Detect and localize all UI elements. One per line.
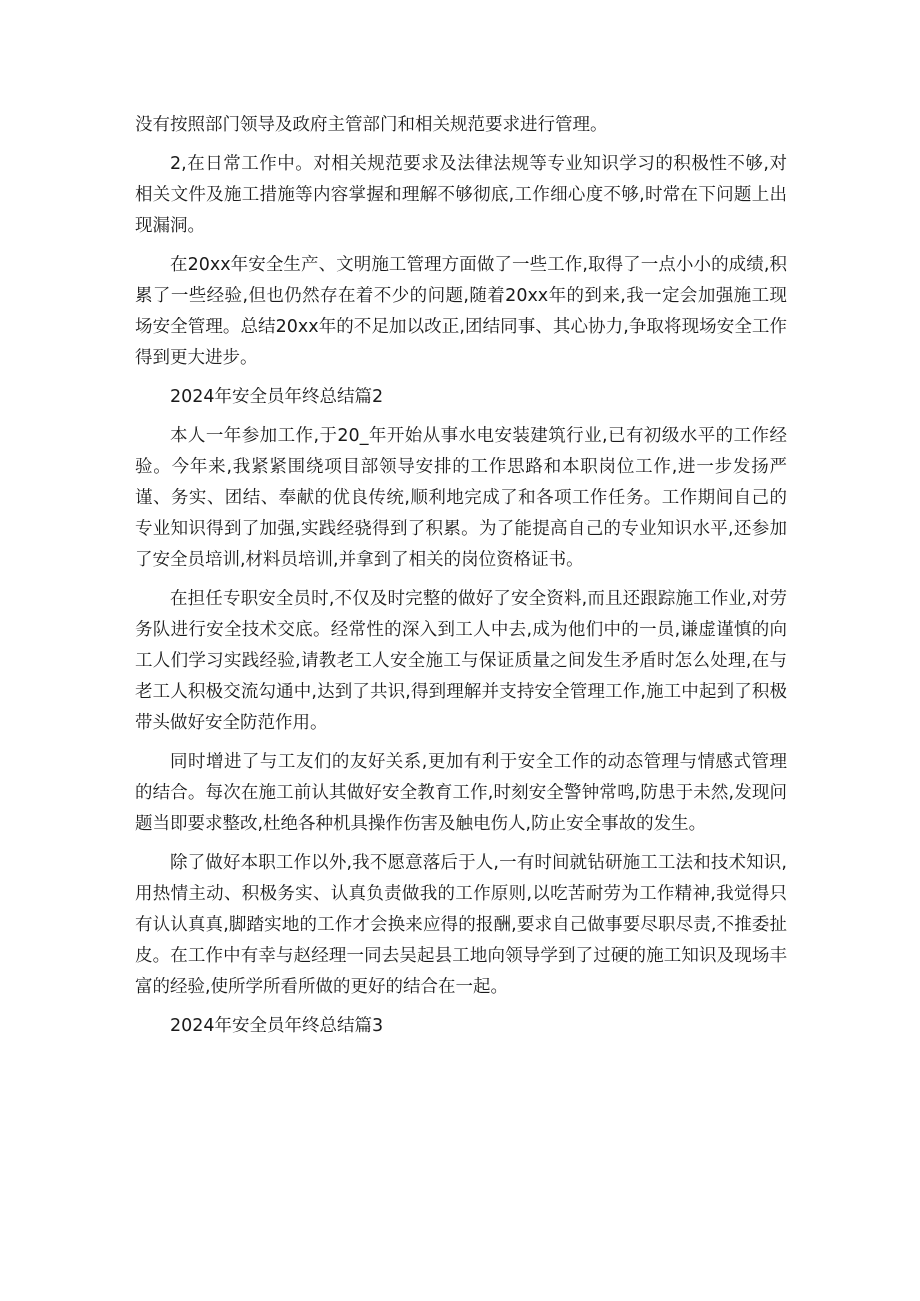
section-heading-2: 2024年安全员年终总结篇2 — [170, 387, 384, 407]
document-body — [135, 110, 787, 1050]
paragraph-1: 没有按照部门领导及政府主管部门和相关规范要求进行管理。 — [135, 115, 608, 135]
paragraph-7: 除了做好本职工作以外,我不愿意落后于人,一有时间就钻研施工工法和技术知识,用热情主动、积极务实、认真负责做我的工作原则,以吃苦耐劳为工作精神,我觉得只有认认真真,脚踏实地的工作才会换来应得的报酬,要求自己做事要尽职尽责,不推委扯皮。在工作中有幸与赵经理一同去吴起县工地向领导学到了过硬的施工知识及现场丰富的经验,使所学所看所做的更好的结合在一起。 — [135, 853, 787, 997]
paragraph-3: 在20xx年安全生产、文明施工管理方面做了一些工作,取得了一点小小的成绩,积累了一些经验,但也仍然存在着不少的问题,随着20xx年的到来,我一定会加强施工现场安全管理。总结20xx年的不足加以改正,团结同事、其心协力,争取将现场安全工作得到更大进步。 — [135, 255, 787, 368]
paragraph-4: 本人一年参加工作,于20_年开始从事水电安装建筑行业,已有初级水平的工作经验。今年来,我紧紧围绕项目部领导安排的工作思路和本职岗位工作,进一步发扬严谨、务实、团结、奉献的优良传统,顺利地完成了和各项工作任务。工作期间自己的专业知识得到了加强,实践经骁得到了积累。为了能提高自己的专业知识水平,还参加了安全员培训,材料员培训,并拿到了相关的岗位资格证书。 — [135, 426, 787, 570]
section-heading-3: 2024年安全员年终总结篇3 — [170, 1016, 384, 1036]
paragraph-6: 同时增进了与工友们的友好关系,更加有利于安全工作的动态管理与情感式管理的结合。每次在施工前认其做好安全教育工作,时刻安全警钟常鸣,防患于未然,发现问题当即要求整改,杜绝各种机具操作伤害及触电伤人,防止安全事故的发生。 — [135, 752, 787, 834]
paragraph-5: 在担任专职安全员时,不仅及时完整的做好了安全资料,而且还跟踪施工作业,对劳务队进行安全技术交底。经常性的深入到工人中去,成为他们中的一员,谦虚谨慎的向工人们学习实践经验,请教老工人安全施工与保证质量之间发生矛盾时怎么处理,在与老工人积极交流勾通中,达到了共识,得到理解并支持安全管理工作,施工中起到了积极带头做好安全防范作用。 — [135, 589, 787, 733]
paragraph-2: 2,在日常工作中。对相关规范要求及法律法规等专业知识学习的积极性不够,对相关文件及施工措施等内容掌握和理解不够彻底,工作细心度不够,时常在下问题上出现漏洞。 — [135, 154, 787, 236]
